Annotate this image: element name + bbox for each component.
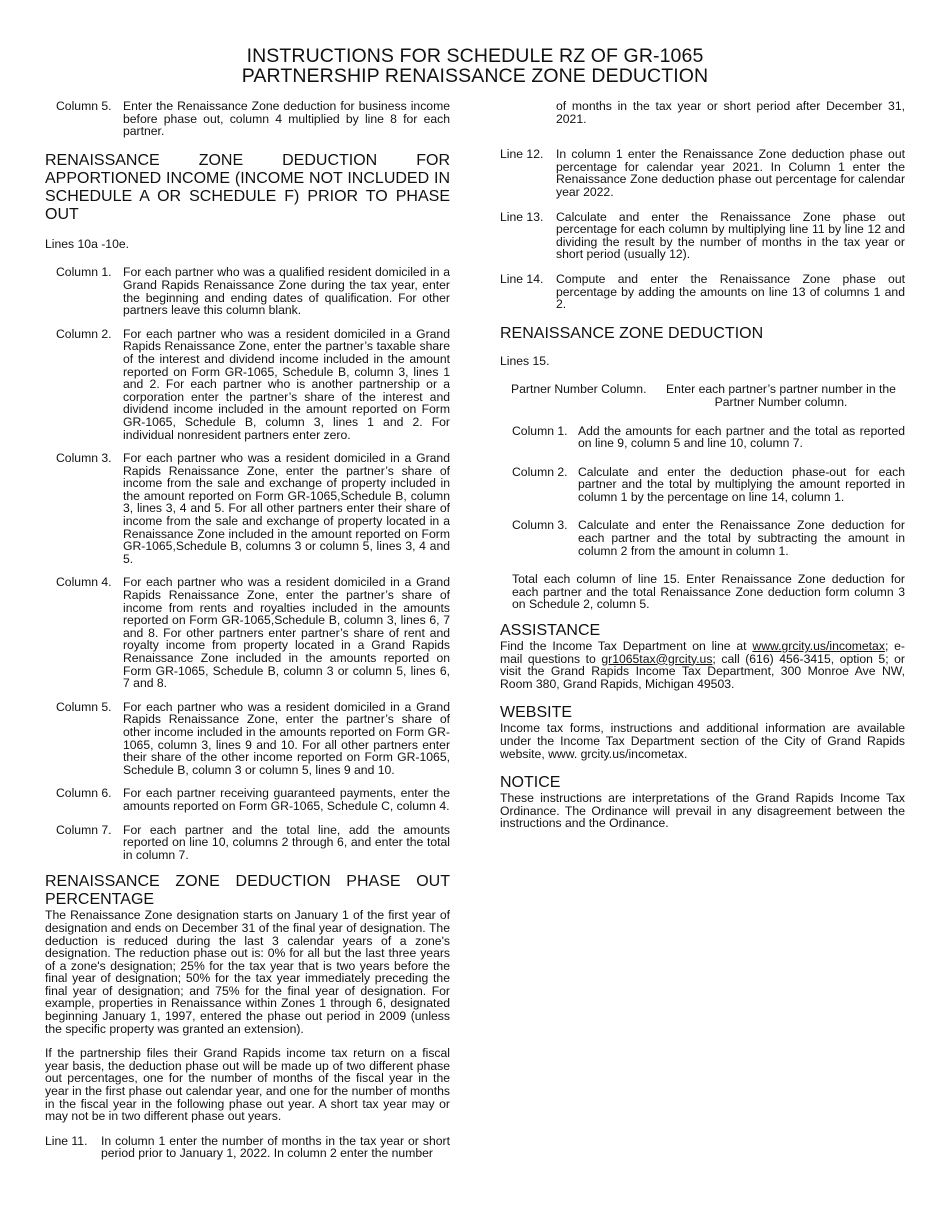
heading-website: WEBSITE (500, 704, 573, 722)
lines-10-label: Lines 10a -10e. (45, 236, 130, 251)
left-column-7 (45, 824, 450, 862)
item-label: Column 3. (512, 518, 568, 533)
right-column-3 (500, 519, 905, 557)
left-column-5 (45, 701, 450, 777)
email-link[interactable]: gr1065tax@grcity.us (601, 651, 713, 666)
left-column-1 (45, 266, 450, 316)
title-line-1: INSTRUCTIONS FOR SCHEDULE RZ OF GR-1065 (246, 45, 704, 67)
item-text: Enter the Renaissance Zone deduction for business income before phase out, column 4 multiplied by line 8 for each partner. (123, 99, 450, 139)
item-label: Column 2. (56, 326, 112, 341)
item-text: Calculate and enter the deduction phase-out for each partner and the total by multiplying the amount reported in column 1 by the percentage on line 14, column 1. (578, 464, 905, 504)
page-title (0, 46, 950, 86)
item-label: Column 3. (56, 451, 112, 466)
right-column-1 (500, 425, 905, 450)
item-label: Line 12. (500, 147, 544, 162)
right-column-2 (500, 466, 905, 504)
item-text: For each partner who was a resident domiciled in a Grand Rapids Renaissance Zone, enter the partner’s share of income from rents and royalties included in the amounts reported on Form GR-1065,Schedule B, column 3, lines 6, 7 and 8. For other partners enter partner’s share of rent and royalty income from property located in a Grand Rapids Renaissance Zone included in the amounts reported on Form GR-1065, Schedule B, column 3 or column 5, lines 6, 7 and 8. (123, 575, 450, 691)
assistance-text-1: Find the Income Tax Department on line at (500, 639, 753, 654)
item-text: In column 1 enter the number of months in the tax year or short period prior to January 1, 2022. In column 2 enter the number (101, 1133, 450, 1161)
item-text: For each partner who was a resident domiciled in a Grand Rapids Renaissance Zone, enter the partner’s taxable share of the interest and dividend income included in the amount reported on Form GR-1065, Schedule B, column 3, lines 1 and 2. For each partner who is another partnership or a corporation enter the partner’s share of the interest and dividend income included in the amount reported on Form GR-1065, Schedule B, column 3, lines 1 and 2. For individual nonresident partners enter zero. (123, 326, 450, 442)
item-label: Line 13. (500, 209, 544, 224)
item-label: Line 14. (500, 271, 544, 286)
item-label: Column 1. (512, 423, 568, 438)
phase-out-paragraph-1: The Renaissance Zone designation starts on January 1 of the first year of designation and ends on December 31 of the final year of designation. The deduction is reduced during the last 3 calendar years of a zone's designation. The reduction phase out is: 0% for all but the last three years of a zone's designation; 25% for the tax year that is two years before the final year of designation; 50% for the tax year immediately preceding the final year of designation; and 75% for the final year of designation. For example, properties in Renaissance within Zones 1 through 6, designated beginning January 1, 1997, entered the phase out period in 2009 (unless the specific property was granted an extension). (45, 908, 450, 1036)
item-label: Column 4. (56, 575, 112, 590)
item-text: For each partner who was a resident domiciled in a Grand Rapids Renaissance Zone, enter the partner’s share of other income included in the amounts reported on Form GR-1065, column 3, lines 9 and 10. For all other partners enter their share of the other income reported on Form GR-1065, Schedule B, column 3 or column 5, lines 9 and 10. (123, 699, 450, 777)
heading-deduction: RENAISSANCE ZONE DEDUCTION (500, 324, 764, 342)
item-label: Column 1. (56, 265, 112, 280)
incometax-link[interactable]: www.grcity.us/incometax (752, 639, 885, 654)
line-14 (500, 273, 905, 311)
partner-number-column (500, 383, 905, 408)
left-column-6 (45, 787, 450, 812)
item-text: Enter each partner’s partner number in the Partner Number column. (666, 382, 896, 409)
item-label: Column 6. (56, 786, 112, 801)
item-label: Partner Number Column. (511, 382, 647, 397)
item-text: For each partner receiving guaranteed payments, enter the amounts reported on Form GR-1065, Schedule C, column 4. (123, 786, 450, 813)
item-label: Column 5. (56, 99, 112, 113)
assistance-text (500, 640, 905, 690)
item-text: Compute and enter the Renaissance Zone phase out percentage by adding the amounts on line 13 of columns 1 and 2. (556, 271, 905, 312)
left-column-2 (45, 328, 450, 441)
heading-assistance: ASSISTANCE (500, 622, 601, 640)
column-5-intro (45, 100, 450, 138)
item-text: For each partner who was a resident domiciled in a Grand Rapids Renaissance Zone, enter the partner’s share of income from the sale and exchange of property included in the amount reported on Form GR-1065,Schedule B, column 3, lines 3, 4 and 5. For all other partners enter their share of income from the sale and exchange of property located in a Renaissance Zone included in the amount reported on Form GR-1065,Schedule B, columns 3 or column 5, lines 3, 4 and 5. (123, 451, 450, 566)
right-column (500, 100, 905, 830)
line-11-continued: of months in the tax year or short period after December 31, 2021. (556, 99, 905, 126)
item-text: In column 1 enter the Renaissance Zone deduction phase out percentage for calendar year 2021. In Column 1 enter the Renaissance Zone deduction phase out percentage for calendar year 2022. (556, 147, 905, 199)
assistance-text-2: ; e-mail questions to (500, 639, 905, 666)
phase-out-paragraph-2: If the partnership files their Grand Rapids income tax return on a fiscal year basis, the deduction phase out will be made up of two different phase out percentages, one for the number of months of the fiscal year in the year in the first phase out calendar year, and one for the number of months in the fiscal year in the following phase out year. A short tax year may or may not be in two different phase out years. (45, 1046, 450, 1124)
left-column-4 (45, 576, 450, 689)
item-text: Calculate and enter the Renaissance Zone phase out percentage for each column by multiplying line 11 by line 12 and dividing the result by the number of months in the tax year or short period (usually 12). (556, 209, 905, 262)
item-label: Column 2. (512, 464, 568, 479)
left-column (45, 100, 450, 1160)
notice-text: These instructions are interpretations of the Grand Rapids Income Tax Ordinance. The Ordinance will prevail in any disagreement between the instructions and the Ordinance. (500, 791, 905, 831)
item-label: Column 7. (56, 822, 112, 837)
heading-notice: NOTICE (500, 774, 561, 792)
item-text: For each partner who was a qualified resident domiciled in a Grand Rapids Renaissance Zone during the tax year, enter the beginning and ending dates of qualification. For other partners leave this column blank. (123, 265, 450, 318)
item-text: Calculate and enter the Renaissance Zone deduction for each partner and the total by subtracting the amount in column 2 from the amount in column 1. (578, 518, 905, 558)
assistance-text-3: ; call (616) 456-3415, option 5; or visit the Grand Rapids Income Tax Department, 300 Monroe Ave NW, Room 380, Grand Rapids, Michigan 49503. (500, 651, 905, 691)
total-instruction: Total each column of line 15. Enter Renaissance Zone deduction for each partner and the total Renaissance Zone deduction form column 3 on Schedule 2, column 5. (512, 572, 905, 612)
item-text: For each partner and the total line, add the amounts reported on line 10, columns 2 through 6, and enter the total in column 7. (123, 822, 450, 862)
line-13 (500, 211, 905, 261)
website-text: Income tax forms, instructions and additional information are available under the Income Tax Department section of the City of Grand Rapids website, www. grcity.us/incometax. (500, 721, 905, 761)
heading-apportioned: RENAISSANCE ZONE DEDUCTION FOR APPORTIONED INCOME (INCOME NOT INCLUDED IN SCHEDULE A OR SCHEDULE F) PRIOR TO PHASE OUT (45, 151, 450, 223)
item-label: Column 5. (56, 699, 112, 714)
line-11 (45, 1135, 450, 1160)
item-label: Line 11. (45, 1133, 88, 1148)
left-column-3 (45, 452, 450, 565)
item-text: Add the amounts for each partner and the total as reported on line 9, column 5 and line 10, column 7. (578, 423, 905, 451)
title-line-2: PARTNERSHIP RENAISSANCE ZONE DEDUCTION (241, 65, 709, 87)
heading-phase-out: RENAISSANCE ZONE DEDUCTION PHASE OUT PERCENTAGE (45, 873, 450, 909)
line-12 (500, 148, 905, 198)
lines-15-label: Lines 15. (500, 353, 550, 368)
